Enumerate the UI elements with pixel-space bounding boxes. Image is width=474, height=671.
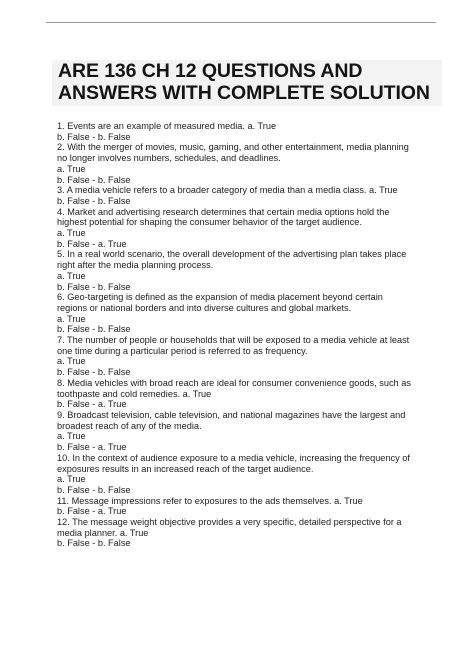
text-line: 9. Broadcast television, cable television, and national magazines have the largest and	[57, 409, 406, 420]
text-line: 8. Media vehicles with broad reach are ideal for consumer convenience goods, such as	[57, 377, 411, 388]
text-line: a. True	[57, 163, 86, 174]
title-line: ARE 136 CH 12 QUESTIONS AND	[58, 60, 363, 82]
text-line: 7. The number of people or households that will be exposed to a media vehicle at least	[57, 335, 410, 346]
text-line: a. True	[57, 270, 86, 281]
text-line: b. False - b. False	[57, 324, 131, 335]
text-line: exposures results in an increased reach of the target audience.	[57, 463, 314, 474]
text-line: 4. Market and advertising research determines that certain media options hold the	[57, 206, 390, 217]
text-line: b. False - a. True	[57, 442, 127, 453]
text-line: 2. With the merger of movies, music, gaming, and other entertainment, media planning	[57, 142, 409, 153]
document-title	[58, 60, 436, 104]
text-line: 11. Message impressions refer to exposures to the ads themselves. a. True	[57, 495, 363, 506]
text-line: a. True	[57, 474, 86, 485]
text-line: 1. Events are an example of measured media. a. True	[57, 121, 277, 131]
text-line: toothpaste and cold remedies. a. True	[57, 388, 212, 399]
text-line: b. False - b. False	[57, 195, 131, 206]
text-line: 10. In the context of audience exposure to a media vehicle, increasing the frequency of	[57, 452, 410, 463]
text-line: b. False - a. True	[57, 506, 127, 517]
text-line: no longer involves numbers, schedules, and deadlines.	[57, 153, 281, 164]
text-line: b. False - b. False	[57, 367, 131, 378]
text-line: b. False - b. False	[57, 131, 131, 142]
title-line: ANSWERS WITH COMPLETE SOLUTION	[58, 82, 430, 104]
text-line: a. True	[57, 313, 86, 324]
text-line: right after the media planning process.	[57, 260, 214, 271]
text-line: b. False - b. False	[57, 174, 131, 185]
text-line: a. True	[57, 356, 86, 367]
text-line: 6. Geo-targeting is defined as the expansion of media placement beyond certain	[57, 292, 383, 303]
text-line: b. False - b. False	[57, 538, 131, 549]
text-line: 5. In a real world scenario, the overall development of the advertising plan takes place	[57, 249, 407, 260]
text-line: a. True	[57, 228, 86, 239]
top-divider	[46, 22, 436, 23]
text-line: b. False - b. False	[57, 484, 131, 495]
text-line: highest potential for shaping the consumer behavior of the target audience.	[57, 217, 362, 228]
text-line: regions or national borders and into diverse cultures and global markets.	[57, 302, 352, 313]
text-line: 3. A media vehicle refers to a broader category of media than a media class. a. True	[57, 185, 398, 196]
text-line: 12. The message weight objective provides a very specific, detailed perspective for a	[57, 517, 402, 528]
text-line: media planner. a. True	[57, 527, 149, 538]
text-line: b. False - a. True	[57, 399, 127, 410]
text-line: a. True	[57, 431, 86, 442]
text-line: b. False - b. False	[57, 281, 131, 292]
text-line: one time during a particular period is referred to as frequency.	[57, 345, 308, 356]
title-block	[52, 60, 442, 106]
text-line: b. False - a. True	[57, 238, 127, 249]
text-line: broadest reach of any of the media.	[57, 420, 202, 431]
question-list	[57, 121, 437, 549]
